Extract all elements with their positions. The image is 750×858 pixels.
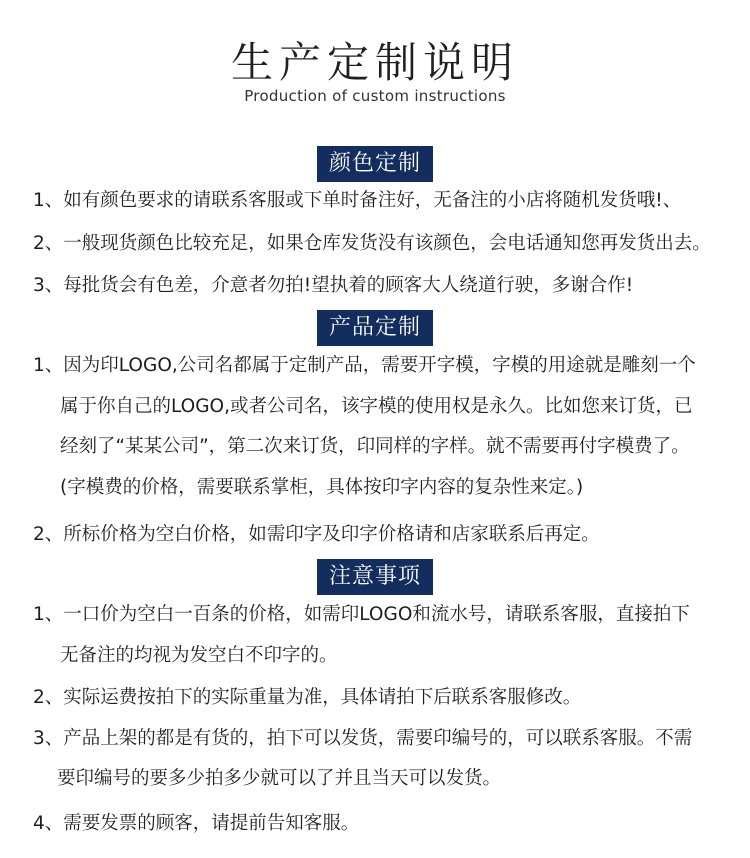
section-header-product: 产品定制 (317, 310, 433, 346)
notes-line-4: 3、产品上架的都是有货的，拍下可以发货，需要印编号的，可以联系客服。不需 (33, 728, 693, 749)
page-title: 生产定制说明 (230, 38, 519, 87)
section-header-notes: 注意事项 (317, 559, 433, 595)
product-line-3: 经刻了“某某公司”，第二次来订货，印同样的字样。就不需要再付字模费了。 (60, 436, 690, 457)
notes-line-3: 2、实际运费按拍下的实际重量为准，具体请拍下后联系客服修改。 (33, 687, 582, 708)
product-line-4: (字模费的价格，需要联系掌柜，具体按印字内容的复杂性来定。) (60, 477, 584, 498)
color-line-1: 1、如有颜色要求的请联系客服或下单时备注好，无备注的小店将随机发货哦!、 (33, 190, 682, 211)
notes-line-1: 1、一口价为空白一百条的价格，如需印LOGO和流水号，请联系客服，直接拍下 (33, 604, 690, 625)
notes-line-6: 4、需要发票的顾客，请提前告知客服。 (33, 813, 360, 834)
notes-line-5: 要印编号的要多少拍多少就可以了并且当天可以发货。 (57, 768, 502, 789)
color-line-2: 2、一般现货颜色比较充足，如果仓库发货没有该颜色，会电话通知您再发货出去。 (33, 233, 711, 254)
product-line-5: 2、所标价格为空白价格，如需印字及印字价格请和店家联系后再定。 (33, 524, 600, 545)
section-header-color: 颜色定制 (317, 146, 433, 182)
notes-line-2: 无备注的均视为发空白不印字的。 (60, 645, 338, 666)
page-subtitle: Production of custom instructions (244, 87, 506, 105)
product-line-2: 属于你自己的LOGO,或者公司名，该字模的使用权是永久。比如您来订货，已 (60, 396, 693, 417)
color-line-3: 3、每批货会有色差，介意者勿拍!望执着的顾客大人绕道行驶，多谢合作! (33, 275, 634, 296)
product-line-1: 1、因为印LOGO,公司名都属于定制产品，需要开字模，字模的用途就是雕刻一个 (33, 355, 696, 376)
